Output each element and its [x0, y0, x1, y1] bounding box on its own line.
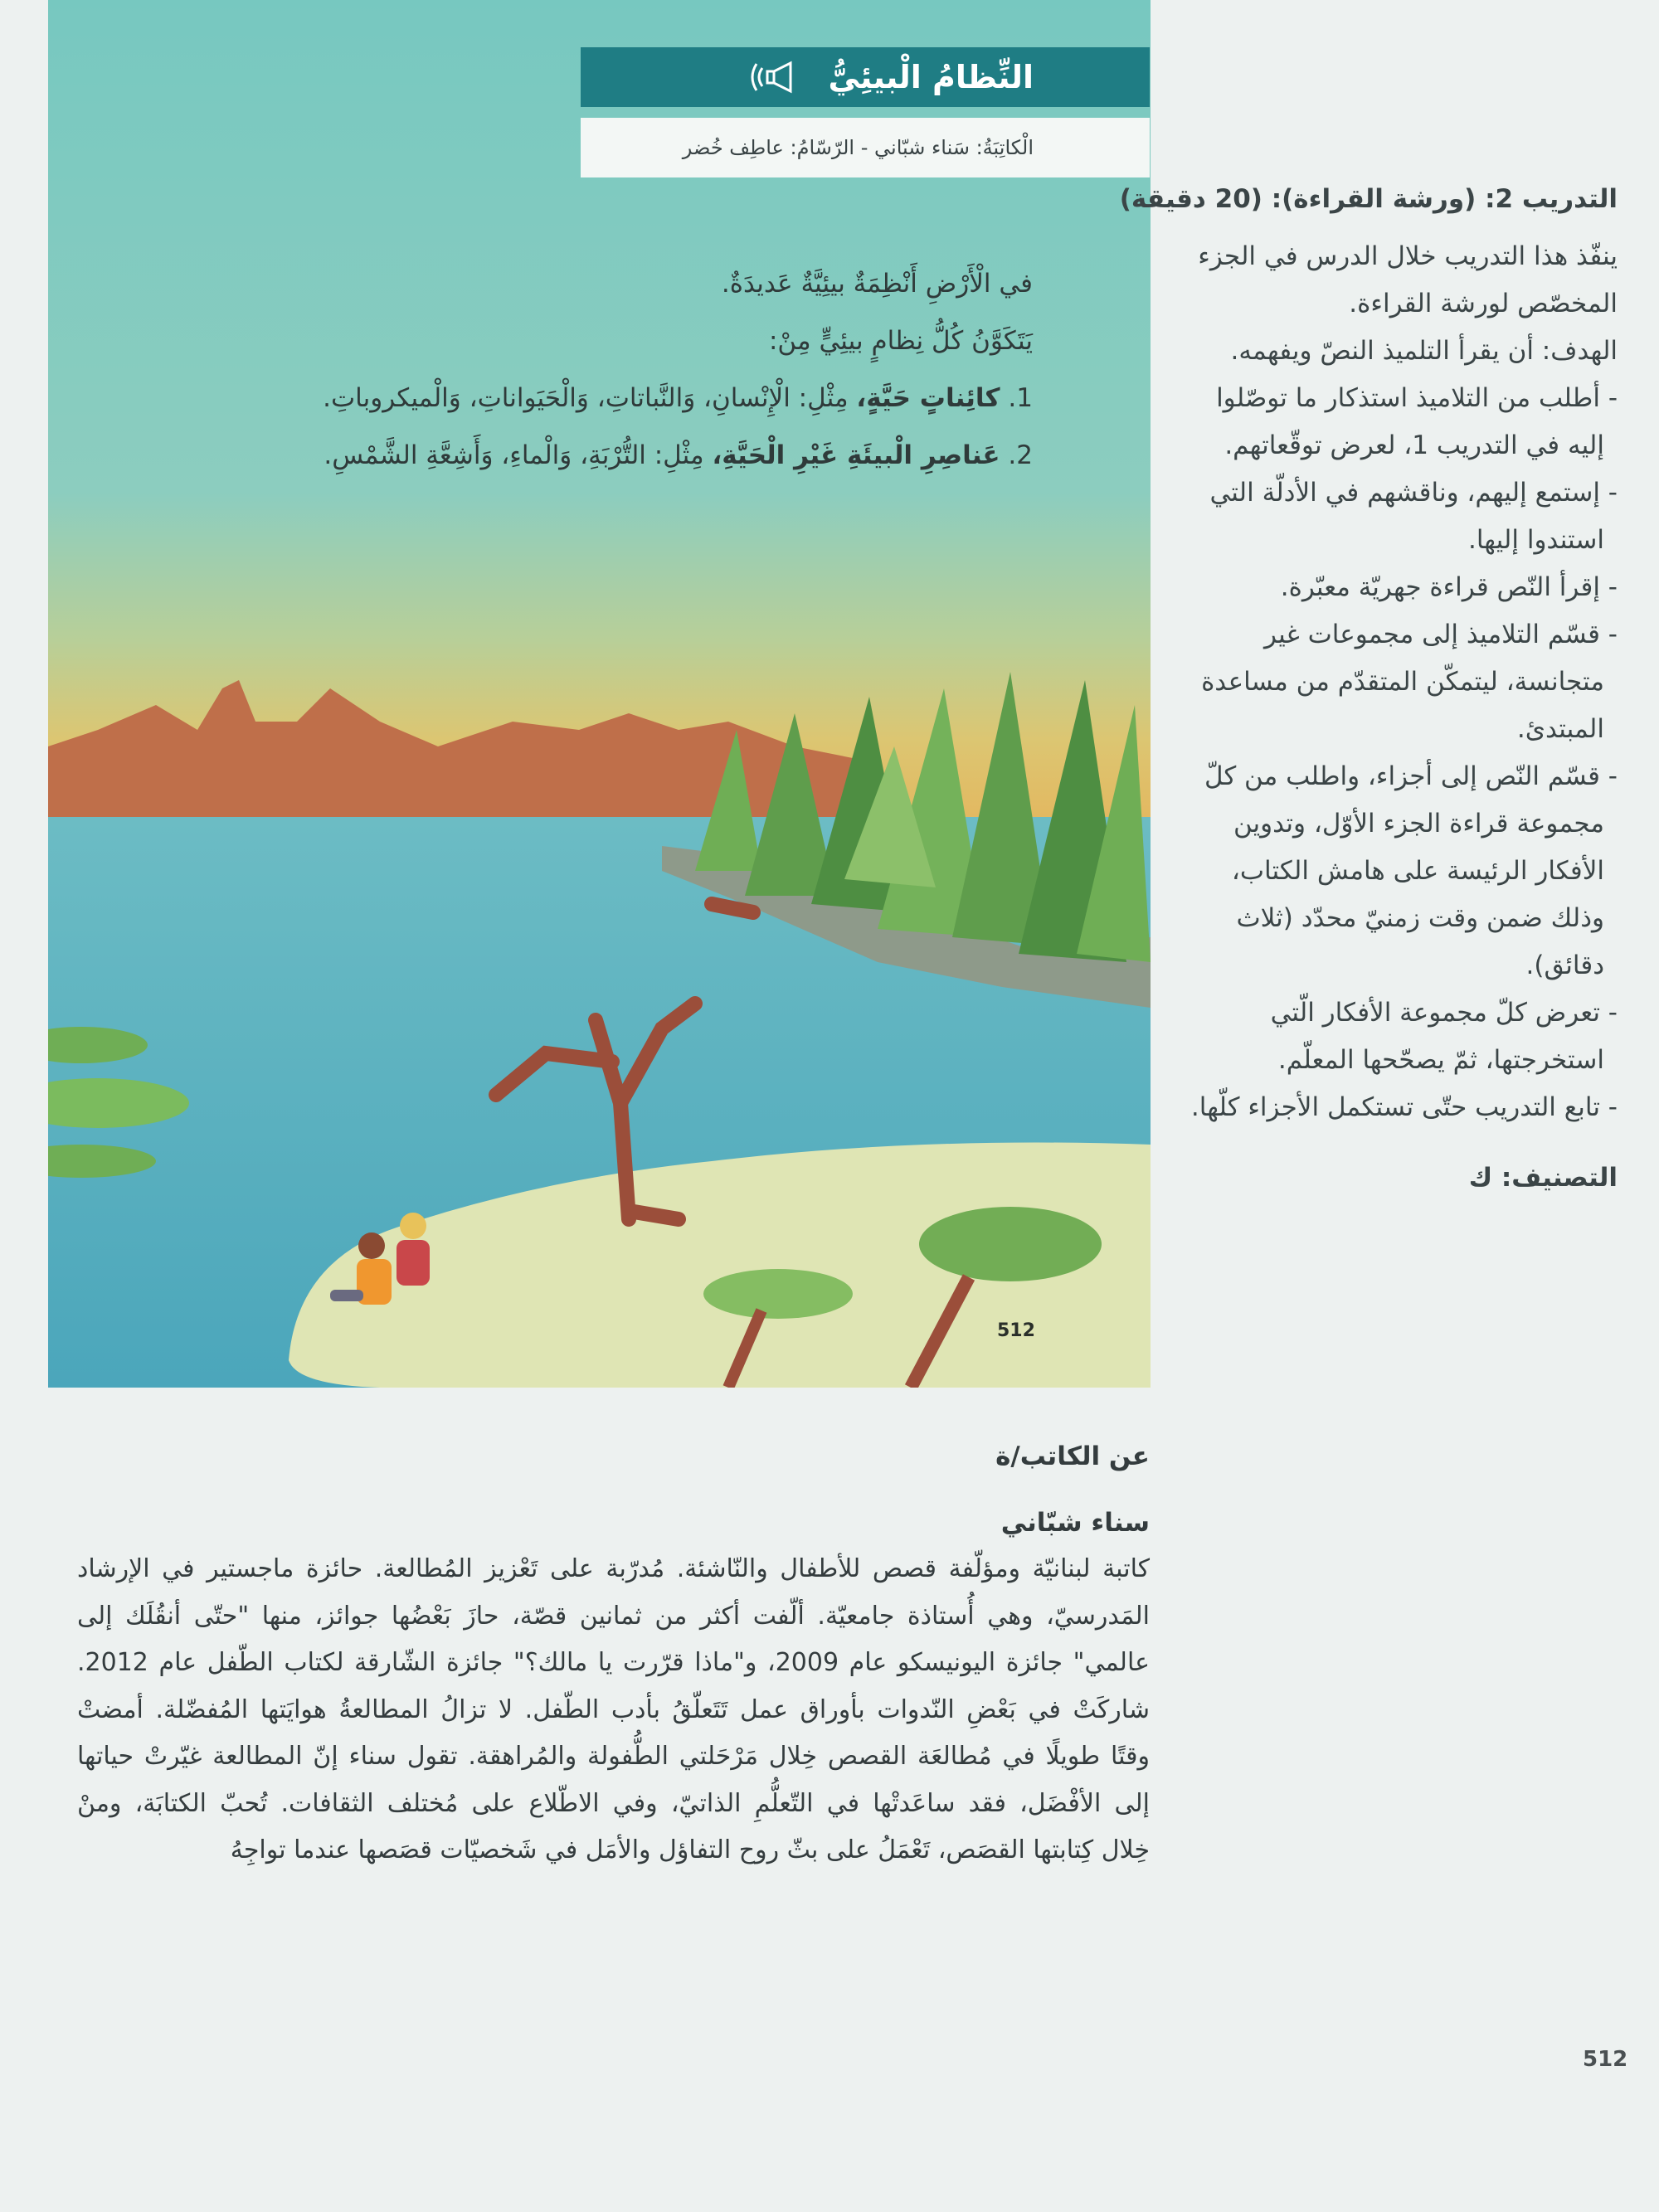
story-title: النِّظامُ الْبيئِيُّ: [828, 59, 1034, 95]
item-number: 2.: [1008, 440, 1033, 470]
guide-line: - تابع التدريب حتّى تستكمل الأجزاء كلّها.: [1190, 1092, 1618, 1122]
guide-line: - تعرض كلّ مجموعة الأفكار الّتي: [1270, 998, 1618, 1028]
about-author: [77, 1433, 1150, 1874]
guide-line: استخرجتها، ثمّ يصحّحها المعلّم.: [1277, 1045, 1604, 1075]
guide-line: المخصّص لورشة القراءة.: [1349, 289, 1618, 318]
guide-line: - قسّم التلاميذ إلى مجموعات غير: [1264, 620, 1618, 649]
guide-line: المبتدئ.: [1516, 714, 1604, 744]
story-text: [323, 255, 1033, 484]
guide-line: وذلك ضمن وقت زمنيّ محدّد (ثلاث: [1236, 903, 1604, 933]
story-list-item: [323, 427, 1033, 484]
bio-line: عالمي" جائزة اليونيسكو عام 2009، و"ماذا قرّرت يا مالك؟" جائزة الشّارقة لكتاب الطّفل عام 2012.: [77, 1648, 1150, 1677]
guide-heading: التدريب 2: (ورشة القراءة): (20 دقيقة): [1119, 184, 1618, 214]
credits-text: الْكاتِبَةُ: سَناء شبّاني - الرّسّامُ: عاطِف خُضر: [682, 136, 1034, 159]
classification: التصنيف: ك: [1468, 1163, 1618, 1193]
guide-line: دقائق).: [1525, 950, 1604, 980]
story-list-item: [323, 370, 1033, 427]
author-name: سناء شبّاني: [1000, 1508, 1150, 1538]
ecosystem-illustration: [48, 0, 1151, 1388]
item-examples: مِثْلِ: التُّرْبَةِ، وَالْماءِ، وَأَشِعَّةِ الشَّمْسِ.: [324, 440, 713, 470]
bio-line: كاتبة لبنانيّة ومؤلّفة قصص للأطفال والنّاشئة. مُدرّبة على تَعْزيز المُطالعة. حائزة ماجستير في الإرشاد: [77, 1554, 1150, 1583]
item-term: كائِناتٍ حَيَّةٍ،: [856, 383, 1000, 413]
guide-line: إليه في التدريب 1، لعرض توقّعاتهم.: [1224, 430, 1604, 460]
story-line: يَتَكَوَّنُ كُلُّ نِظامٍ بيئِيٍّ مِنْ:: [768, 326, 1033, 356]
guide-lines: [1176, 233, 1618, 1131]
guide-line: - إقرأ النّص قراءة جهريّة معبّرة.: [1280, 572, 1618, 602]
guide-line: - أطلب من التلاميذ استذكار ما توصّلوا: [1216, 383, 1618, 413]
guide-line: استندوا إليها.: [1467, 525, 1604, 555]
story-title-bar: [581, 47, 1150, 107]
bio-line: وقتًا طويلًا في مُطالعَة القصص خِلال مَرْحَلتي الطُّفولة والمُراهقة. تقول سناء إنّ المطالعة غيّرتْ حياتها: [77, 1742, 1150, 1771]
speaker-audio-icon[interactable]: [751, 56, 809, 98]
author-bio: [77, 1546, 1150, 1874]
guide-line: ينفّذ هذا التدريب خلال الدرس في الجزء: [1198, 241, 1618, 271]
guide-line: مجموعة قراءة الجزء الأوّل، وتدوين: [1233, 809, 1604, 839]
story-credits: [581, 118, 1150, 177]
about-heading: عن الكاتب/ة: [995, 1441, 1150, 1471]
guide-line: - إستمع إليهم، وناقشهم في الأدلّة التي: [1209, 478, 1618, 508]
teacher-guide: [1119, 176, 1618, 1202]
guide-line: - قسّم النّص إلى أجزاء، واطلب من كلّ: [1204, 761, 1618, 791]
illustration-page-number: 512: [997, 1320, 1035, 1341]
item-term: عَناصِرِ الْبيئَةِ غَيْرِ الْحَيَّةِ،: [712, 440, 1000, 470]
page-number: 512: [1583, 2047, 1628, 2072]
guide-line: الأفكار الرئيسة على هامش الكتاب،: [1231, 856, 1604, 886]
bio-line: شاركَتْ في بَعْضِ النّدوات بأوراق عمل تَتَعلّقُ بأدب الطّفل. لا تزالُ المطالعةُ هوايَتها المُفضّلة. أمضتْ: [77, 1694, 1150, 1724]
bio-line: خِلال كِتابتها القصَص، تَعْمَلُ على بثّ روح التفاؤل والأمَل في شَخصيّات قصَصها عندما تواجِهُ: [230, 1835, 1150, 1864]
bio-line: المَدرسيّ، وهي أُستاذة جامعيّة. ألّفت أكثر من ثمانين قصّة، حازَ بَعْضُها جوائز، منها "حتّى أنقُلَك إلى: [77, 1601, 1150, 1631]
item-number: 1.: [1008, 383, 1033, 413]
story-line: في الْأَرْضِ أَنْظِمَةٌ بيئِيَّةٌ عَديدَةٌ.: [721, 269, 1033, 299]
bio-line: إلى الأفْضَل، فقد ساعَدتْها في التّعلُّمِ الذاتيّ، وفي الاطّلاع على مُختلف الثقافات. تُحبّ الكتابَة، ومنْ: [77, 1788, 1150, 1818]
guide-line: الهدف: أن يقرأ التلميذ النصّ ويفهمه.: [1230, 336, 1618, 366]
guide-line: متجانسة، ليتمكّن المتقدّم من مساعدة: [1201, 667, 1604, 697]
item-examples: مِثْلِ: الْإِنْسانِ، وَالنَّباتاتِ، وَالْحَيَواناتِ، وَالْميكروباتِ.: [323, 383, 857, 413]
